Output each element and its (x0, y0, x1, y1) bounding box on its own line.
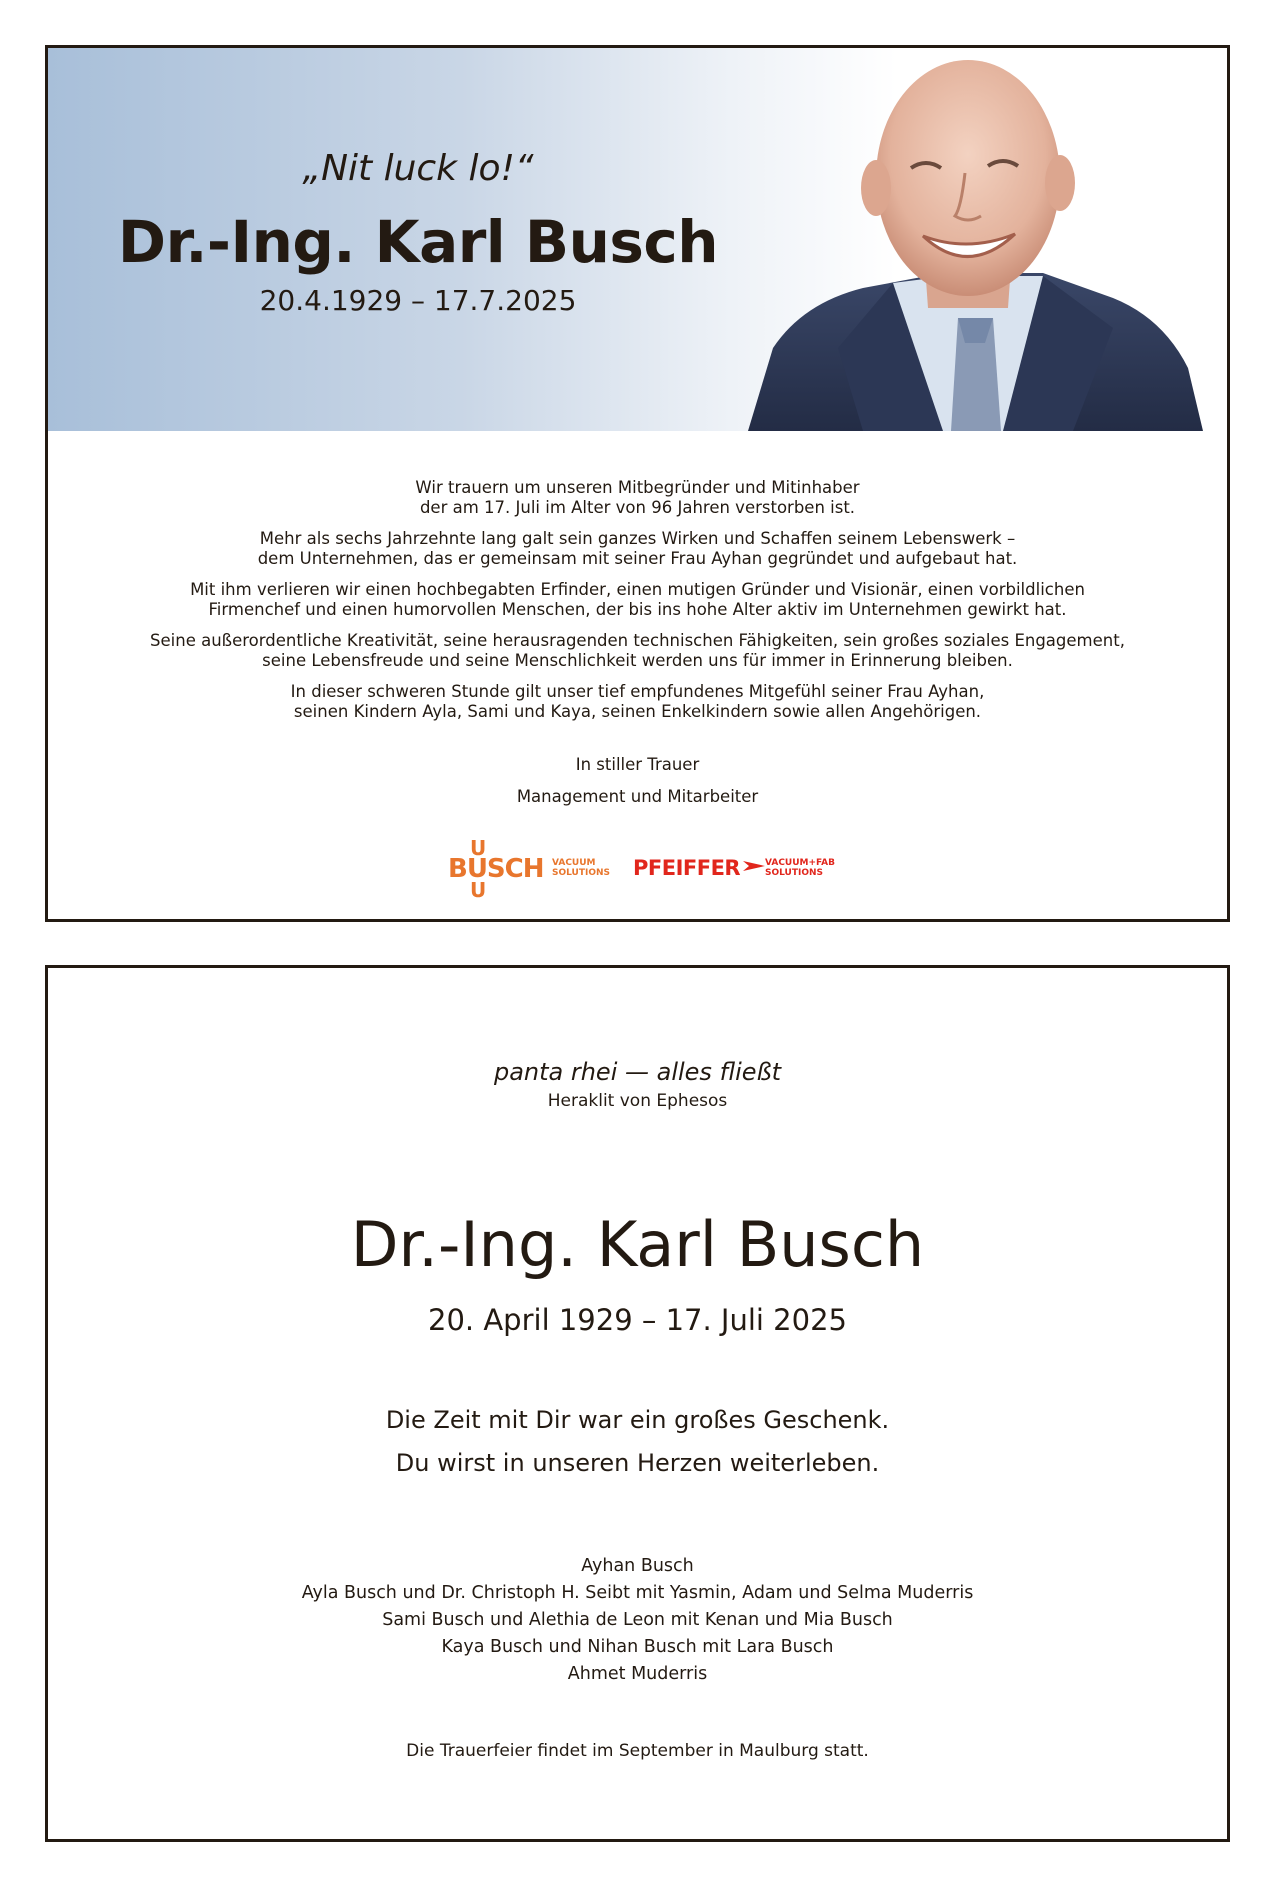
paragraph: Wir trauern um unseren Mitbegründer und Mitinhaber der am 17. Juli im Alter von 96 Jahren verstorben ist. (415, 478, 860, 517)
family-member: Ahmet Muderris (567, 1664, 708, 1684)
verse-line: Die Zeit mit Dir war ein großes Geschenk. (385, 1406, 890, 1434)
funeral-note: Die Trauerfeier findet im September in Maulburg statt. (406, 1741, 869, 1761)
closing-phrase: In stiller Trauer (575, 755, 700, 774)
signature: Management und Mitarbeiter (516, 787, 759, 806)
pfeiffer-arrow-icon (743, 859, 765, 873)
family-member: Kaya Busch und Nihan Busch mit Lara Busch (441, 1637, 834, 1657)
paragraph: Seine außerordentliche Kreativität, seine herausragenden technischen Fähigkeiten, sein großes soziales Engagement, seine Lebensfreude und seine Menschlichkeit werden uns für immer in Erinnerung bleiben. (150, 631, 1125, 670)
busch-logo: U BUSCH U VACUUM SOLUTIONS (448, 836, 611, 902)
paragraph: Mehr als sechs Jahrzehnte lang galt sein ganzes Wirken und Schaffen seinem Lebenswerk – dem Unternehmen, das er gemeinsam mit seiner Frau Ayhan gegründet und aufgebaut hat. (257, 529, 1018, 568)
deceased-name: Dr.-Ing. Karl Busch (117, 208, 719, 276)
family-list (48, 1553, 1227, 1688)
obituary-card-company (45, 45, 1230, 922)
deceased-name: Dr.-Ing. Karl Busch (350, 1208, 925, 1281)
family-member: Sami Busch und Alethia de Leon mit Kenan und Mia Busch (382, 1610, 893, 1630)
family-member: Ayla Busch und Dr. Christoph H. Seibt mit Yasmin, Adam und Selma Muderris (301, 1583, 974, 1603)
pfeiffer-logo: PFEIFFER VACUUM+FAB SOLUTIONS (633, 856, 835, 880)
portrait-photo (743, 48, 1213, 431)
obituary-card-family (45, 965, 1230, 1842)
life-dates: 20. April 1929 – 17. Juli 2025 (428, 1303, 847, 1337)
quote: panta rhei — alles fließt (493, 1058, 782, 1086)
paragraph: In dieser schweren Stunde gilt unser tief empfundenes Mitgefühl seiner Frau Ayhan, seinen Kindern Ayla, Sami und Kaya, seinen Enkelkindern sowie allen Angehörigen. (290, 682, 985, 721)
condolence-text (48, 478, 1227, 733)
motto-quote: „Nit luck lo!“ (302, 148, 534, 189)
paragraph: Mit ihm verlieren wir einen hochbegabten Erfinder, einen mutigen Gründer und Visionär, einen vorbildlichen Firmenchef und einen humorvollen Menschen, der bis ins hohe Alter aktiv im Unternehmen gewirkt hat. (190, 580, 1085, 619)
family-member: Ayhan Busch (581, 1556, 694, 1576)
quote-source: Heraklit von Ephesos (547, 1091, 728, 1111)
company-logos (448, 836, 848, 902)
verse-line: Du wirst in unseren Herzen weiterleben. (395, 1449, 880, 1477)
life-dates: 20.4.1929 – 17.7.2025 (259, 284, 577, 317)
